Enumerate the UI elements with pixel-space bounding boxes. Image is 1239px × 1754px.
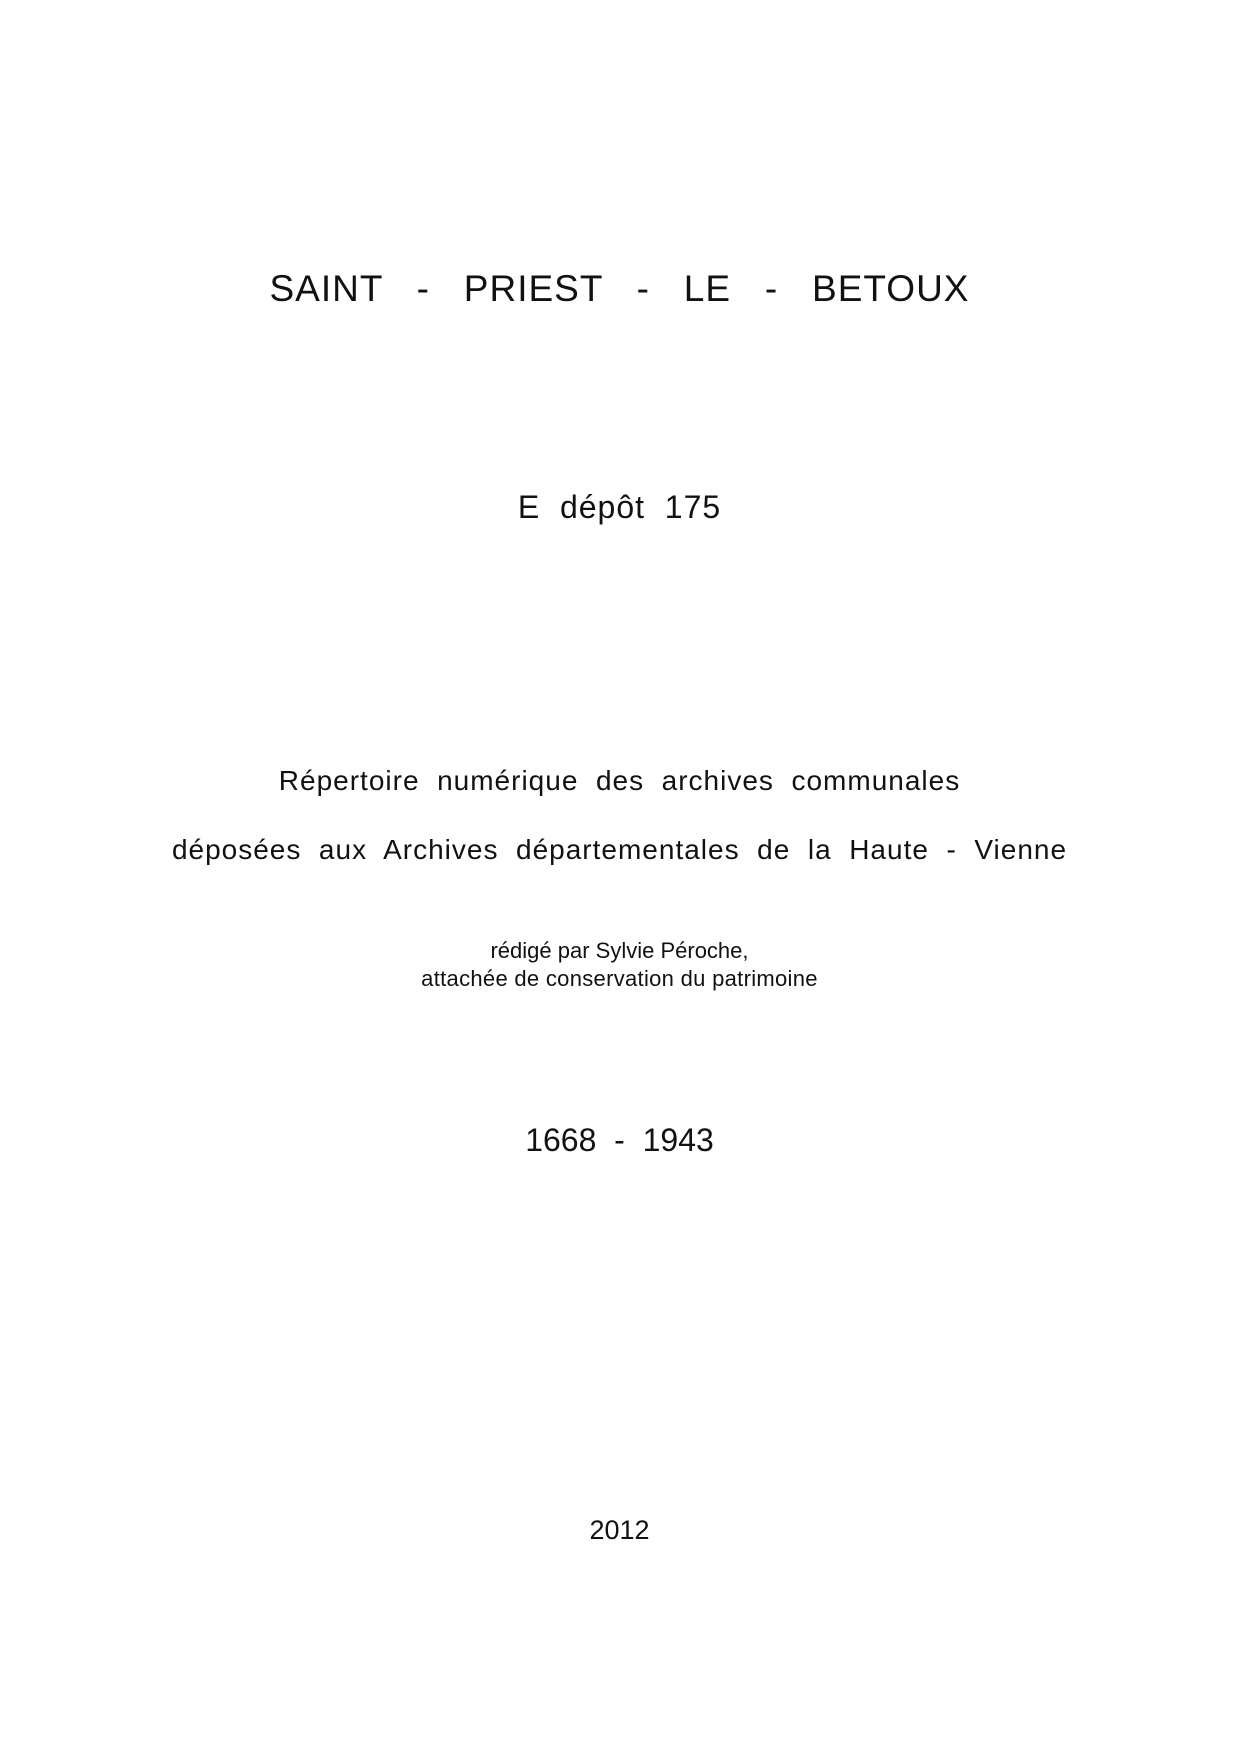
date-range: 1668 - 1943	[525, 1122, 714, 1158]
description-line-1: Répertoire numérique des archives communales	[278, 765, 961, 796]
archive-reference: E dépôt 175	[517, 489, 722, 525]
author-line-1: rédigé par Sylvie Péroche,	[490, 938, 749, 963]
description-line-2: déposées aux Archives départementales de la Haute - Vienne	[171, 834, 1068, 865]
commune-name: SAINT - PRIEST - LE - BETOUX	[269, 268, 970, 309]
publication-year: 2012	[589, 1515, 650, 1545]
author-line-2: attachée de conservation du patrimoine	[421, 966, 818, 991]
